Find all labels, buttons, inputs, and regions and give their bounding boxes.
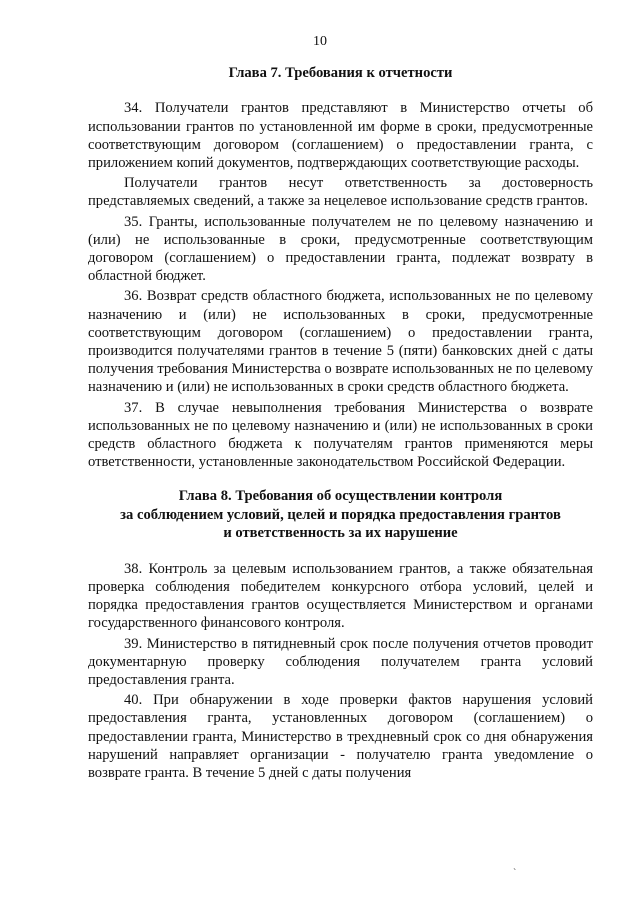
chapter-7-heading: Глава 7. Требования к отчетности [228, 65, 453, 81]
page-number: 10 [313, 34, 327, 49]
paragraph-40: 40. При обнаружении в ходе проверки фактов нарушения условий предоставления гранта, установленных договором (соглашением) о предоставлении гранта, Министерство в трехдневный срок со дня обнаружения нарушений направляет организации - получателю гранта уведомление о возврате гранта. В течение 5 дней с даты получения [88, 692, 593, 781]
paragraph-35: 35. Гранты, использованные получателем не по целевому назначению и (или) не использованные в сроки, предусмотренные соответствующим договором (соглашением) о предоставлении гранта, подлежат возврату в областной бюджет. [88, 213, 593, 285]
paragraph-36: 36. Возврат средств областного бюджета, использованных не по целевому назначению и (или) не использованных в сроки, предусмотренные соответствующим договором (соглашением) о предоставлении гранта, производится получателями грантов в течение 5 (пяти) банковских дней с даты получения требования Министерства о возврате использованных не по целевому назначению и (или) не использованных в сроки средств областного бюджета. [88, 288, 593, 396]
paragraph-39: 39. Министерство в пятидневный срок после получения отчетов проводит документарную проверку соблюдения получателем гранта условий предоставления гранта. [88, 635, 593, 688]
chapter-8-heading-line-3: и ответственность за их нарушение [223, 525, 458, 542]
paragraph-34-liability: Получатели грантов несут ответственность за достоверность представляемых сведений, а также за нецелевое использование средств грантов. [88, 175, 593, 210]
chapter-8-heading-line-1: Глава 8. Требования об осуществлении контроля [178, 488, 503, 505]
paragraph-38: 38. Контроль за целевым использованием грантов, а также обязательная проверка соблюдения победителем конкурсного отбора условий, целей и порядка предоставления грантов осуществляется Министерством и органами государственного финансового контроля. [88, 560, 593, 632]
chapter-8-heading-line-2: за соблюдением условий, целей и порядка предоставления грантов [120, 506, 561, 523]
document-body [88, 64, 593, 784]
scan-mark: ` [513, 868, 517, 879]
paragraph-37: 37. В случае невыполнения требования Министерства о возврате использованных не по целевому назначению и (или) не использованных в сроки средств областного бюджета к получателям грантов применяются меры ответственности, установленные законодательством Российской Федерации. [88, 399, 593, 471]
paragraph-34: 34. Получатели грантов представляют в Министерство отчеты об использовании грантов по установленной им форме в сроки, предусмотренные соответствующим договором (соглашением) о предоставлении гранта, с приложением копий документов, подтверждающих соответствующие расходы. [88, 100, 593, 172]
chapter-8-heading [88, 487, 593, 542]
